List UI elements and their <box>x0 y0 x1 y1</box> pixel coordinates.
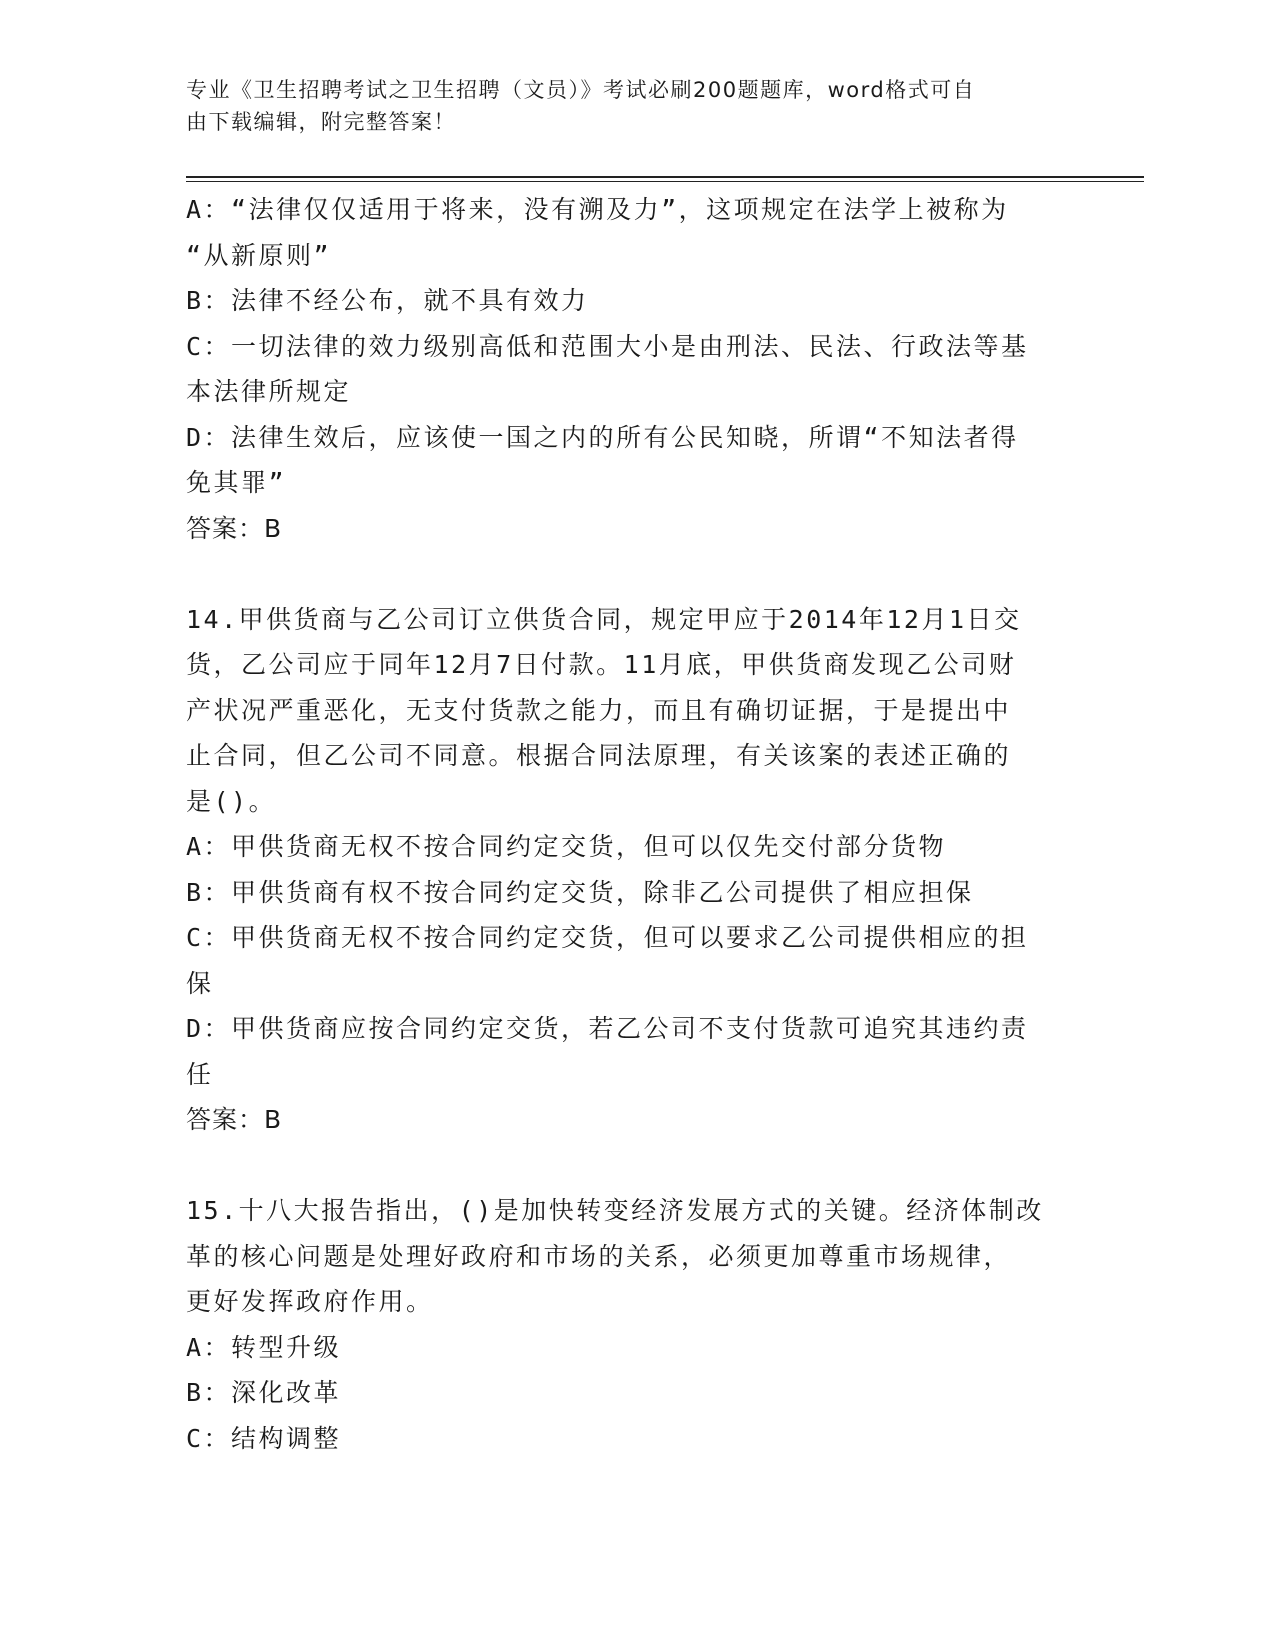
header-divider-thin <box>186 181 1144 182</box>
answer-label: 答案：B <box>186 1105 283 1134</box>
question-13 <box>186 187 1066 551</box>
option-c-line-1: C：一切法律的效力级别高低和范围大小是由刑法、民法、行政法等基 <box>186 331 1029 361</box>
question-stem-line-1: 15.十八大报告指出，()是加快转变经济发展方式的关键。经济体制改 <box>186 1196 1044 1225</box>
option-a: A：转型升级 <box>186 1332 342 1362</box>
question-body <box>186 187 1066 1461</box>
option-d-line-1: D：甲供货商应按合同约定交货，若乙公司不支付货款可追究其违约责 <box>186 1014 1029 1043</box>
option-c-line-2: 本法律所规定 <box>186 377 352 406</box>
question-14 <box>186 597 1066 1143</box>
spacer <box>186 1143 1066 1189</box>
question-stem-line-3: 更好发挥政府作用。 <box>186 1287 434 1316</box>
option-d-line-1: D：法律生效后，应该使一国之内的所有公民知晓，所谓“不知法者得 <box>186 422 1019 452</box>
question-stem-line-4: 止合同，但乙公司不同意。根据合同法原理，有关该案的表述正确的 <box>186 741 1012 770</box>
option-a-line-2: “从新原则” <box>186 240 332 270</box>
option-a-line-1: A：“法律仅仅适用于将来，没有溯及力”，这项规定在法学上被称为 <box>186 195 1009 224</box>
question-stem-line-2: 货，乙公司应于同年12月7日付款。11月底，甲供货商发现乙公司财 <box>186 650 1017 679</box>
option-a: A：甲供货商无权不按合同约定交货，但可以仅先交付部分货物 <box>186 832 947 861</box>
option-b: B：法律不经公布，就不具有效力 <box>186 286 589 315</box>
option-b: B：甲供货商有权不按合同约定交货，除非乙公司提供了相应担保 <box>186 877 974 907</box>
option-c-line-1: C：甲供货商无权不按合同约定交货，但可以要求乙公司提供相应的担 <box>186 923 1029 952</box>
option-c-line-2: 保 <box>186 968 214 998</box>
spacer <box>186 551 1066 597</box>
document-header <box>186 74 1066 138</box>
header-line-2: 由下载编辑，附完整答案！ <box>186 110 456 134</box>
question-stem-line-1: 14.甲供货商与乙公司订立供货合同，规定甲应于2014年12月1日交 <box>186 604 1022 634</box>
question-stem-line-2: 革的核心问题是处理好政府和市场的关系，必须更加尊重市场规律， <box>186 1241 1012 1271</box>
question-15 <box>186 1188 1066 1461</box>
answer-label: 答案：B <box>186 513 283 543</box>
option-d-line-2: 免其罪” <box>186 468 287 497</box>
option-c: C：结构调整 <box>186 1423 342 1453</box>
header-divider-thick <box>186 176 1144 178</box>
question-stem-line-5: 是()。 <box>186 786 277 816</box>
question-stem-line-3: 产状况严重恶化，无支付货款之能力，而且有确切证据，于是提出中 <box>186 695 1012 725</box>
option-b: B：深化改革 <box>186 1378 342 1407</box>
header-line-1: 专业《卫生招聘考试之卫生招聘（文员）》考试必刷200题题库，word格式可自 <box>186 78 976 102</box>
option-d-line-2: 任 <box>186 1059 214 1089</box>
